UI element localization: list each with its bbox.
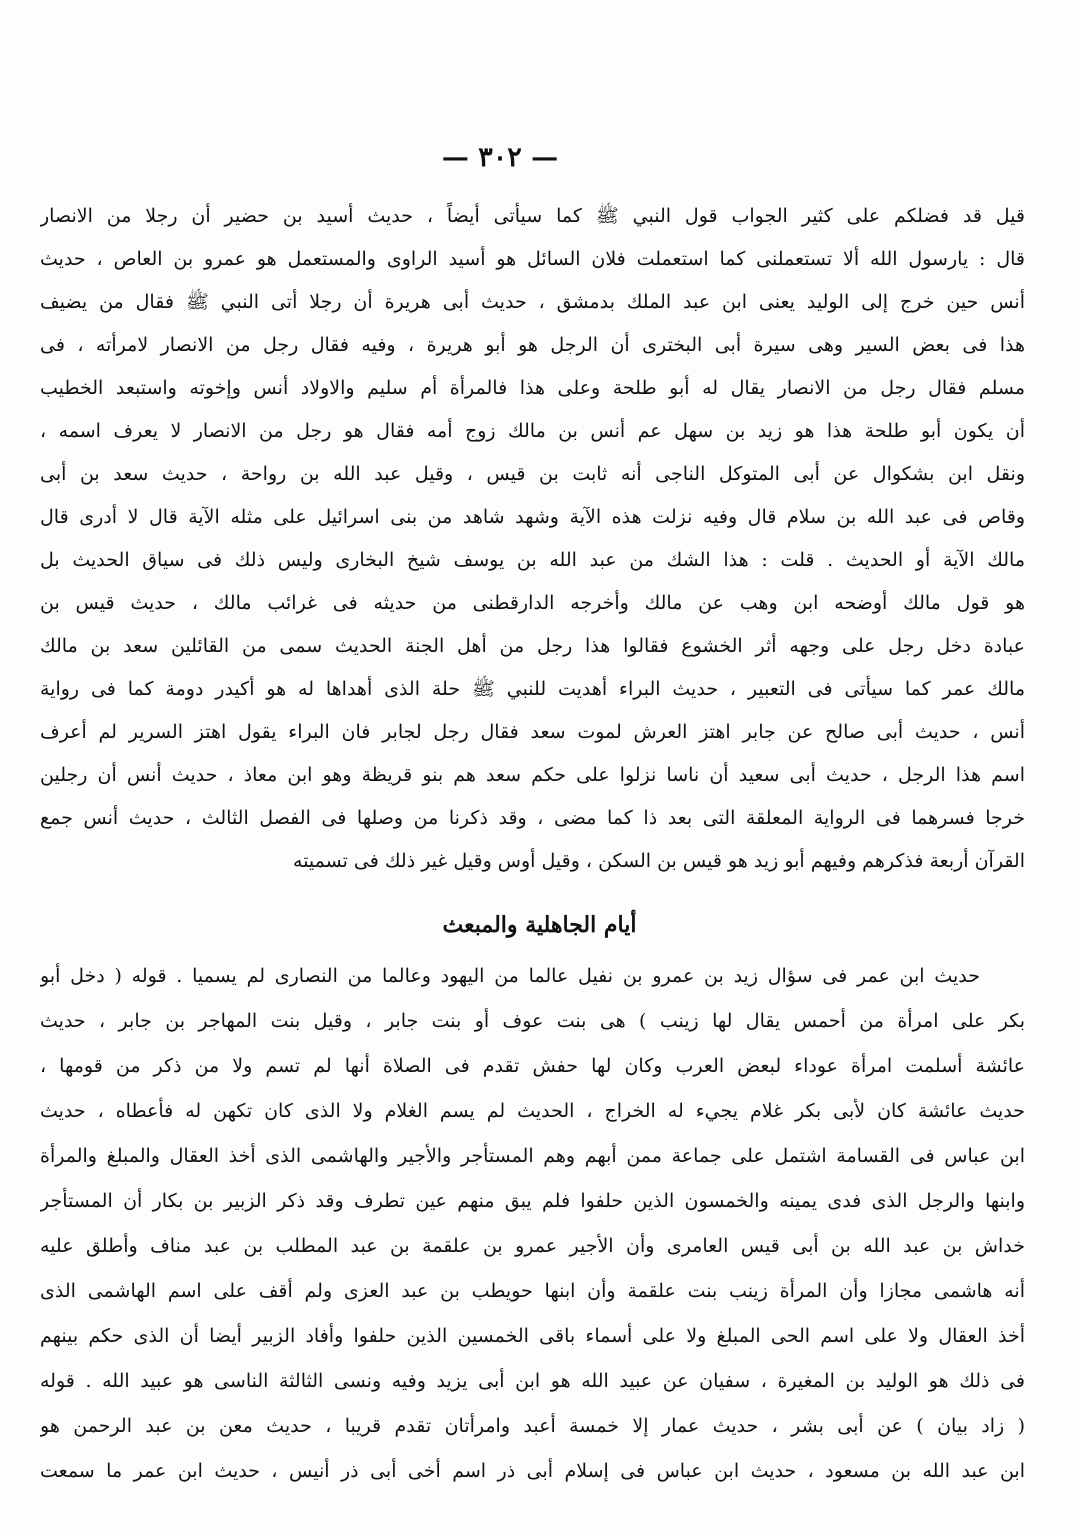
text-line: وقاص فى عبد الله بن سلام قال وفيه نزلت هذه الآية وشهد شاهد من بنى اسرائيل على مثله الآية قال لا أدرى قال <box>40 506 1025 528</box>
page-number: — ٣٠٢ — <box>441 142 559 173</box>
text-line: ابن عباس فى القسامة اشتمل على جماعة ممن أبهم وهم المستأجر والأجير والهاشمى الذى أخذ العقال والمبلغ والمرأة <box>40 1145 1025 1167</box>
text-line: أخذ العقال ولا على اسم الحى المبلغ ولا على أسماء باقى الخمسين الذين حلفوا وأفاد الزبير أيضا أن الذى حكم بينهم <box>40 1325 1025 1347</box>
text-line: اسم هذا الرجل ، حديث أبى سعيد أن ناسا نزلوا على حكم سعد هم بنو قريظة وهو ابن معاذ ، حديث أنس أن رجلين <box>40 764 1025 786</box>
text-line: مسلم فقال رجل من الانصار يقال له أبو طلحة وعلى هذا فالمرأة أم سليم والاولاد أنس وإخوته واستبعد الخطيب <box>40 377 1025 399</box>
text-line: خداش بن عبد الله بن أبى قيس العامرى وأن الأجير عمرو بن علقمة بن عبد المطلب بن عبد مناف وأطلق عليه <box>40 1235 1025 1257</box>
text-line: قال : يارسول الله ألا تستعملنى كما استعملت فلان السائل هو أسيد الراوى والمستعمل هو عمرو بن العاص ، حديث <box>40 248 1025 270</box>
text-line: أن يكون أبو طلحة هذا هو زيد بن سهل عم أنس بن مالك زوج أمه فقال هو رجل من الانصار لا يعرف اسمه ، <box>40 420 1025 442</box>
text-line: حديث عائشة كان لأبى بكر غلام يجيء له الخراج ، الحديث لم يسم الغلام ولا الذى كان تكهن له فأعطاه ، حديث <box>40 1100 1025 1122</box>
text-line: قيل قد فضلكم على كثير الجواب قول النبي ﷺ كما سيأتى أيضاً ، حديث أسيد بن حضير أن رجلا من الانصار <box>40 205 1025 227</box>
text-line: خرجا فسرهما فى الرواية المعلقة التى بعد ذا كما مضى ، وقد ذكرنا من وصلها فى الفصل الثالث ، حديث أنس جمع <box>40 807 1025 829</box>
text-line: ( زاد بيان ) عن أبى بشر ، حديث عمار إلا خمسة أعبد وامرأتان تقدم قريبا ، حديث معن بن عبد الرحمن هو <box>40 1415 1025 1437</box>
text-line: حديث ابن عمر فى سؤال زيد بن عمرو بن نفيل عالما من اليهود وعالما من النصارى لم يسميا . قوله ( دخل أبو <box>40 965 980 987</box>
text-line: مالك الآية أو الحديث . قلت : هذا الشك من عبد الله بن يوسف شيخ البخارى وليس ذلك فى سياق الحديث بل <box>40 549 1025 571</box>
section-heading: أيام الجاهلية والمبعث <box>442 912 637 938</box>
text-line: هذا فى بعض السير وهى سيرة أبى البخترى أن الرجل هو أبو هريرة ، وفيه فقال رجل من الانصار لامرأته ، فى <box>40 334 1025 356</box>
text-line: أنس ، حديث أبى صالح عن جابر اهتز العرش لموت سعد فقال رجل لجابر فان البراء يقول اهتز السرير لم أعرف <box>40 721 1025 743</box>
text-line: عبادة دخل رجل على وجهه أثر الخشوع فقالوا هذا رجل من أهل الجنة الحديث سمى من القائلين سعد بن مالك <box>40 635 1025 657</box>
text-line: هو قول مالك أوضحه ابن وهب عن مالك وأخرجه الدارقطنى من حديثه فى غرائب مالك ، حديث قيس بن <box>40 592 1025 614</box>
text-line: عائشة أسلمت امرأة عوداء لبعض العرب وكان لها حفش تقدم فى الصلاة أنها لم تسم ولا من ذكر من قومها ، <box>40 1055 1025 1077</box>
text-line: أنس حين خرج إلى الوليد يعنى ابن عبد الملك بدمشق ، حديث أبى هريرة أن رجلا أتى النبي ﷺ فقال من يضيف <box>40 291 1025 313</box>
text-line: مالك عمر كما سيأتى فى التعبير ، حديث البراء أهديت للنبي ﷺ حلة الذى أهداها له هو أكيدر دومة كما فى رواية <box>40 678 1025 700</box>
text-line: القرآن أربعة فذكرهم وفيهم أبو زيد هو قيس بن السكن ، وقيل أوس وقيل غير ذلك فى تسميته <box>293 850 1025 872</box>
text-line: وابنها والرجل الذى فدى يمينه والخمسون الذين حلفوا فلم يبق منهم عين تطرف وقد ذكر الزبير بن بكار أن المستأجر <box>40 1190 1025 1212</box>
text-line: أنه هاشمى مجازا وأن المرأة زينب بنت علقمة وأن ابنها حويطب بن عبد العزى ولم أقف على اسم الهاشمى الذى <box>40 1280 1025 1302</box>
text-line: بكر على امرأة من أحمس يقال لها زينب ) هى بنت عوف أو بنت جابر ، وقيل بنت المهاجر بن جابر ، حديث <box>40 1010 1025 1032</box>
text-line: فى ذلك هو الوليد بن المغيرة ، سفيان عن عبيد الله هو ابن أبى يزيد وفيه ونسى الثالثة الناسى هو عبيد الله . قوله <box>40 1370 1025 1392</box>
text-line: ابن عبد الله بن مسعود ، حديث ابن عباس فى إسلام أبى ذر اسم أخى أبى ذر أنيس ، حديث ابن عمر ما سمعت <box>40 1460 1025 1482</box>
text-line: ونقل ابن بشكوال عن أبى المتوكل الناجى أنه ثابت بن قيس ، وقيل عبد الله بن رواحة ، حديث سعد بن أبى <box>40 463 1025 485</box>
